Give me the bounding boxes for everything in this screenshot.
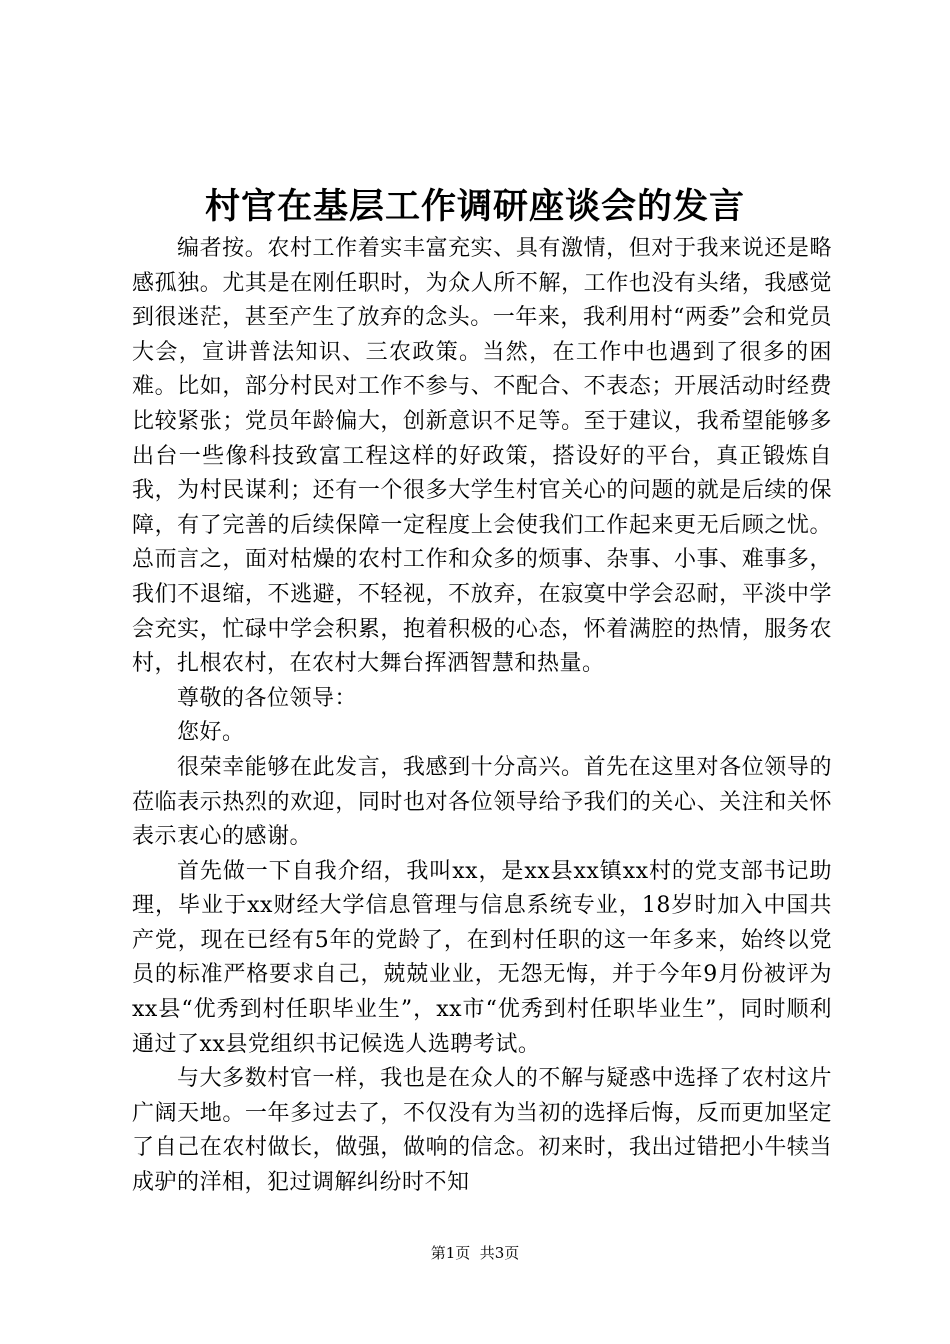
document-body xyxy=(132,232,832,1201)
salutation-paragraph: 尊敬的各位领导： xyxy=(177,685,358,711)
experience-paragraph: 与大多数村官一样，我也是在众人的不解与疑惑中选择了农村这片广阔天地。一年多过去了，不仅没有为当初的选择后悔，反而更加坚定了自己在农村做长，做强，做响的信念。初来时，我出过错把小牛犊当成驴的洋相，犯过调解纠纷时不知 xyxy=(132,1066,832,1196)
self-introduction-paragraph: 首先做一下自我介绍，我叫xx，是xx县xx镇xx村的党支部书记助理，毕业于xx财经大学信息管理与信息系统专业，18岁时加入中国共产党，现在已经有5年的党龄了，在到村任职的这一年多来，始终以党员的标准严格要求自己，兢兢业业，无怨无悔，并于今年9月份被评为xx县“优秀到村任职毕业生”，xx市“优秀到村任职毕业生”，同时顺利通过了xx县党组织书记候选人选聘考试。 xyxy=(132,858,832,1057)
page-footer xyxy=(0,1243,950,1263)
opening-paragraph: 很荣幸能够在此发言，我感到十分高兴。首先在这里对各位领导的莅临表示热烈的欢迎，同时也对各位领导给予我们的关心、关注和关怀表示衷心的感谢。 xyxy=(132,754,832,850)
greeting-paragraph: 您好。 xyxy=(177,720,245,746)
page-number-label: 第1页 共3页 xyxy=(430,1244,520,1262)
document-title: 村官在基层工作调研座谈会的发言 xyxy=(204,186,745,227)
editor-note-paragraph: 编者按。农村工作着实丰富充实、具有激情，但对于我来说还是略感孤独。尤其是在刚任职时，为众人所不解，工作也没有头绪，我感觉到很迷茫，甚至产生了放弃的念头。一年来，我利用村“两委”会和党员大会，宣讲普法知识、三农政策。当然，在工作中也遇到了很多的困难。比如，部分村民对工作不参与、不配合、不表态；开展活动时经费比较紧张；党员年龄偏大，创新意识不足等。至于建议，我希望能够多出台一些像科技致富工程这样的好政策，搭设好的平台，真正锻炼自我，为村民谋利；还有一个很多大学生村官关心的问题的就是后续的保障，有了完善的后续保障一定程度上会使我们工作起来更无后顾之忧。总而言之，面对枯燥的农村工作和众多的烦事、杂事、小事、难事多，我们不退缩，不逃避，不轻视，不放弃，在寂寞中学会忍耐，平淡中学会充实，忙碌中学会积累，抱着积极的心态，怀着满腔的热情，服务农村，扎根农村，在农村大舞台挥洒智慧和热量。 xyxy=(132,236,832,677)
